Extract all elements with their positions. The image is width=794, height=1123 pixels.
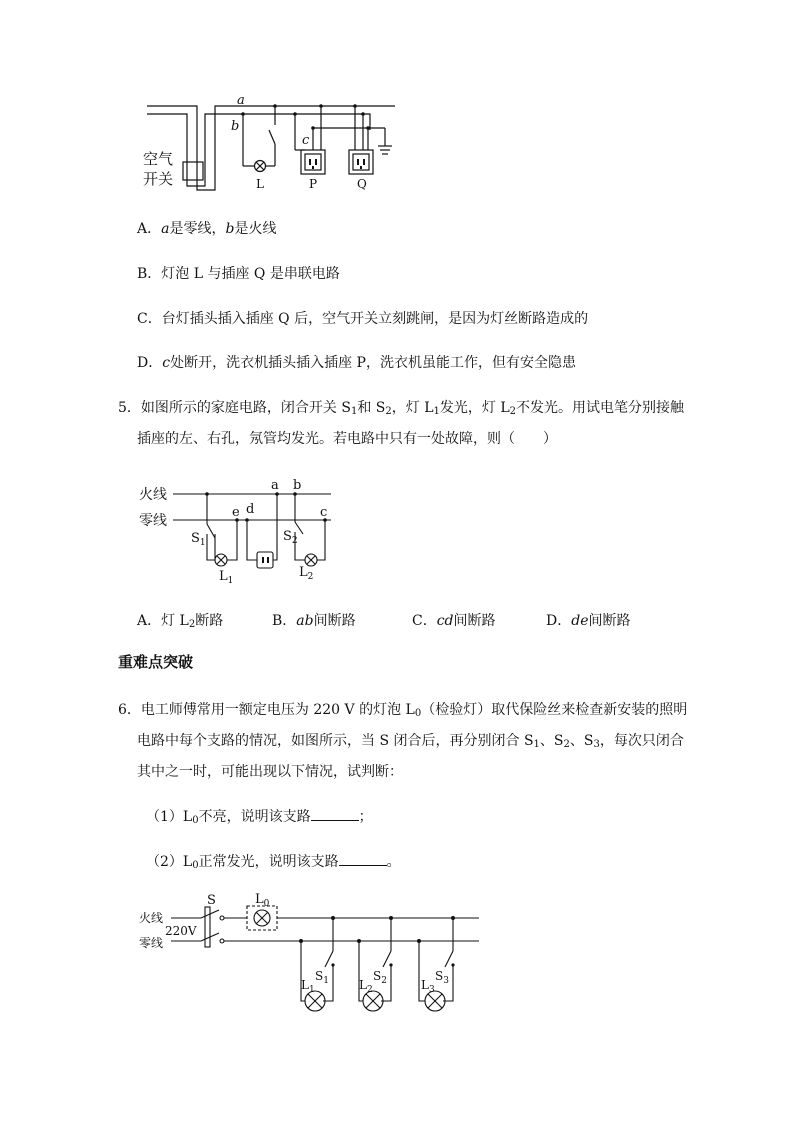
stem-text: 、S <box>539 733 564 749</box>
option-text: 间断路 <box>453 613 496 629</box>
q5-option-b <box>272 606 356 637</box>
label-S1: $S_1$ <box>191 531 206 548</box>
subscript: 1 <box>533 739 540 750</box>
subscript: 2 <box>563 739 570 750</box>
stem-text: （2）L <box>146 854 193 870</box>
breaker-label-line1: 空气 <box>143 150 174 168</box>
label-e: e <box>232 505 240 520</box>
stem-text: 不发光。用试电笔分别接触 <box>516 400 684 416</box>
subscript: 0 <box>414 708 422 719</box>
answer-blank-1[interactable] <box>311 806 359 821</box>
label-L3: $L_3$ <box>421 978 435 995</box>
q6-subquestion-2 <box>146 847 401 878</box>
option-prefix: C． <box>412 613 437 629</box>
subscript: 1 <box>350 406 358 417</box>
label-d: d <box>246 502 255 517</box>
q5-option-a <box>137 606 223 637</box>
label-L2: $L_2$ <box>359 978 373 995</box>
figure-q5-circuit <box>135 472 345 590</box>
q4-option-c: C．台灯插头插入插座 Q 后，空气开关立刻跳闸，是因为灯丝断路造成的 <box>137 311 589 327</box>
option-text: 间断路 <box>588 613 631 629</box>
var-cd: cd <box>436 613 454 629</box>
stem-text: 正常发光，说明该支路 <box>198 854 339 870</box>
q5-option-d <box>546 606 630 637</box>
label-S3: $S_3$ <box>435 969 449 986</box>
label-a: a <box>271 478 279 493</box>
label-b: b <box>231 119 240 134</box>
q6-stem-line2 <box>137 726 684 757</box>
q6-stem-line3: 其中之一时，可能出现以下情况，试判断： <box>137 764 403 780</box>
label-c: c <box>302 133 310 148</box>
stem-text: 和 S <box>357 400 386 416</box>
option-prefix: A． <box>137 221 162 237</box>
label-live-wire: 火线 <box>139 487 167 503</box>
stem-text: 发光，灯 L <box>439 400 510 416</box>
label-S2: $S_2$ <box>283 529 298 546</box>
label-neutral-wire: 零线 <box>139 936 164 950</box>
option-text: 处断开，洗衣机插头插入插座 P，洗衣机虽能工作，但有安全隐患 <box>170 355 576 371</box>
var-b: b <box>225 221 235 237</box>
subscript: 2 <box>188 619 196 630</box>
stem-text: 不亮，说明该支路 <box>198 809 311 825</box>
label-L1: $L_1$ <box>219 569 234 586</box>
label-live-wire: 火线 <box>139 911 164 925</box>
stem-text: ； <box>358 809 373 825</box>
option-prefix: D． <box>137 355 163 371</box>
answer-blank-2[interactable] <box>339 851 387 866</box>
var-de: de <box>571 613 589 629</box>
q4-option-b: B．灯泡 L 与插座 Q 是串联电路 <box>137 266 340 282</box>
subscript: 3 <box>593 739 600 750</box>
label-neutral-wire: 零线 <box>139 513 167 529</box>
var-c: c <box>162 355 171 371</box>
stem-text: ，每次只闭合 <box>599 733 684 749</box>
stem-text: （1）L <box>146 809 193 825</box>
subscript: 0 <box>192 815 199 826</box>
stem-text: ，灯 L <box>391 400 434 416</box>
q4-option-d <box>137 348 576 379</box>
label-S1: $S_1$ <box>315 969 329 986</box>
q4-option-a <box>137 214 276 245</box>
option-prefix: B． <box>272 613 297 629</box>
label-L2: $L_2$ <box>299 565 314 582</box>
q5-stem-line2: 插座的左、右孔，氖管均发光。若电路中只有一处故障，则（ ） <box>137 431 557 447</box>
label-S2: $S_2$ <box>373 969 387 986</box>
label-socket-Q: Q <box>357 177 367 191</box>
label-c: c <box>320 505 328 520</box>
option-text: 是零线， <box>169 221 226 237</box>
label-b: b <box>293 478 302 493</box>
q5-stem-line1 <box>118 393 684 424</box>
label-voltage: 220V <box>165 924 197 938</box>
subscript: 2 <box>509 406 516 417</box>
label-socket-P: P <box>309 177 318 191</box>
option-text: 间断路 <box>313 613 356 629</box>
label-lamp-L: L <box>256 177 264 191</box>
label-L0: $L_0$ <box>255 893 270 909</box>
figure-q4-circuit <box>135 92 405 202</box>
subscript: 0 <box>192 860 199 871</box>
label-L1: $L_1$ <box>301 978 315 995</box>
option-prefix: D． <box>546 613 572 629</box>
figure-q6-circuit <box>135 893 485 1018</box>
section-title: 重难点突破 <box>118 653 194 671</box>
q6-stem-line1 <box>118 695 687 726</box>
stem-text: 6．电工师傅常用一额定电压为 220 V 的灯泡 L <box>118 702 415 718</box>
stem-text: （检验灯）取代保险丝来检查新安装的照明 <box>421 702 688 718</box>
stem-text: 。 <box>386 854 401 870</box>
label-a: a <box>237 93 245 108</box>
option-text: 断路 <box>195 613 224 629</box>
option-text: A．灯 L <box>137 613 189 629</box>
subscript: 1 <box>433 406 440 417</box>
q5-option-c <box>412 606 496 637</box>
stem-text: 、S <box>569 733 594 749</box>
stem-text: 电路中每个支路的情况，如图所示，当 S 闭合后，再分别闭合 S <box>137 733 534 749</box>
breaker-label-line2: 开关 <box>143 170 174 188</box>
var-a: a <box>161 221 170 237</box>
q6-subquestion-1 <box>146 802 373 833</box>
subscript: 2 <box>385 406 392 417</box>
stem-text: 5．如图所示的家庭电路，闭合开关 S <box>118 400 351 416</box>
option-text: 是火线 <box>234 221 277 237</box>
var-ab: ab <box>296 613 314 629</box>
label-S: S <box>207 893 216 908</box>
